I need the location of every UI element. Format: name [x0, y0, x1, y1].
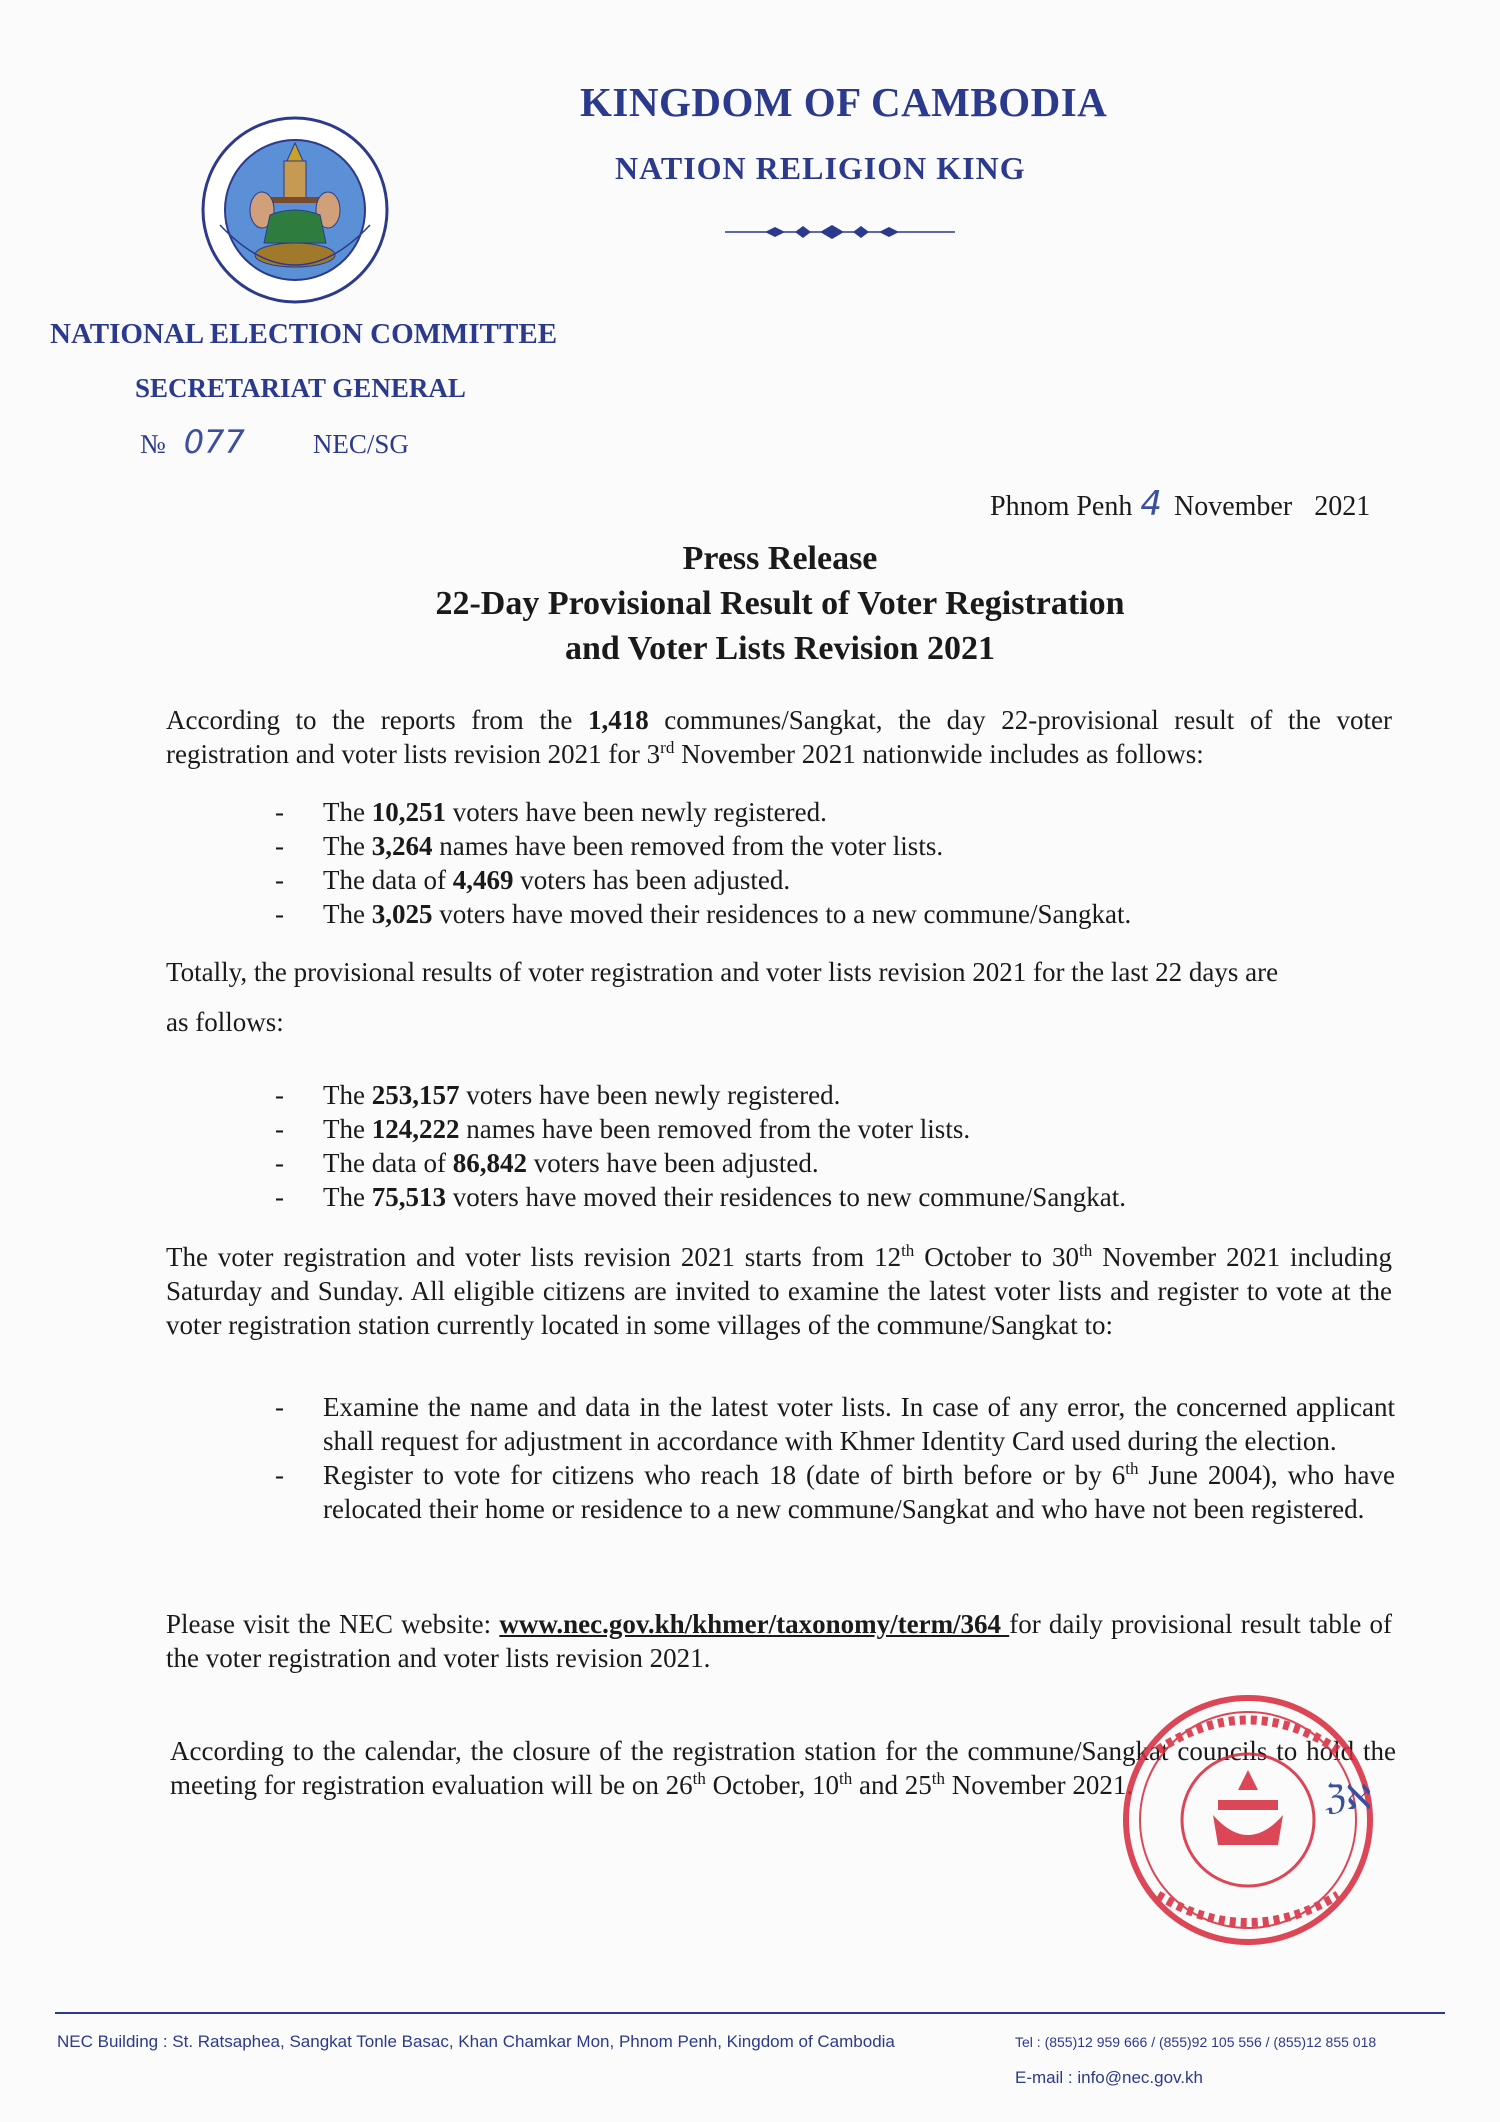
document-title-line-1: 22-Day Provisional Result of Voter Registration	[435, 585, 1125, 622]
date-month: November	[1174, 491, 1293, 522]
list-item: - The 75,513 voters have moved their residences to new commune/Sangkat.	[275, 1180, 1395, 1214]
commune-count: 1,418	[587, 705, 649, 735]
citizen-actions-list	[275, 1390, 1395, 1526]
divider-ornament-icon	[725, 222, 955, 242]
handwritten-day: 4	[1140, 484, 1162, 524]
footer-address: NEC Building : St. Ratsaphea, Sangkat Tonle Basac, Khan Chamkar Mon, Phnom Penh, Kingdom of Cambodia	[57, 2032, 895, 2051]
reference-number	[140, 423, 409, 461]
daily-results-list	[275, 795, 1395, 931]
date-place: Phnom Penh	[990, 491, 1133, 522]
official-seal-icon	[1098, 1690, 1398, 1950]
nec-website-link[interactable]: www.nec.gov.kh/khmer/taxonomy/term/364	[499, 1609, 1010, 1639]
list-item: - The 124,222 names have been removed from the voter lists.	[275, 1112, 1395, 1146]
motto-heading: NATION RELIGION KING	[615, 150, 1026, 186]
nec-emblem-icon	[200, 115, 390, 305]
handwritten-number: 077	[183, 423, 245, 461]
document-title-line-2: and Voter Lists Revision 2021	[564, 630, 996, 667]
list-item: - The 3,264 names have been removed from the voter lists.	[275, 829, 1395, 863]
footer-divider	[55, 2012, 1445, 2014]
website-paragraph: Please visit the NEC website: www.nec.gov.kh/khmer/taxonomy/term/364 for daily provisional result table of the voter registration and voter lists revision 2021.	[166, 1609, 1393, 1673]
intro-paragraph: According to the reports from the 1,418 communes/Sangkat, the day 22-provisional result of the voter registration and voter lists revision 2021 for 3rd November 2021 nationwide includes as follows:	[166, 705, 1393, 769]
footer-telephone: Tel : (855)12 959 666 / (855)92 105 556 / (855)12 855 018	[1015, 2034, 1377, 2050]
list-item: - The 3,025 voters have moved their residences to a new commune/Sangkat.	[275, 897, 1395, 931]
cumulative-results-list	[275, 1078, 1395, 1214]
organization-name: NATIONAL ELECTION COMMITTEE	[50, 318, 558, 350]
number-prefix: №	[140, 429, 166, 459]
department-name: SECRETARIAT GENERAL	[135, 373, 466, 403]
list-item: - The data of 86,842 voters have been adjusted.	[275, 1146, 1395, 1180]
totals-paragraph-line-2: as follows:	[166, 1007, 284, 1037]
registration-period-paragraph: The voter registration and voter lists revision 2021 starts from 12th October to 30th November 2021 including Saturday and Sunday. All eligible citizens are invited to examine the latest voter lists and register to vote at the voter registration station currently located in some villages of the commune/Sangkat to:	[166, 1241, 1392, 1340]
totals-paragraph-line-1: Totally, the provisional results of voter registration and voter lists revision 2021 for the last 22 days are	[166, 957, 1279, 987]
list-item: - Examine the name and data in the latest voter lists. In case of any error, the concerned applicant shall request for adjustment in accordance with Khmer Identity Card used during the election.	[275, 1390, 1395, 1458]
press-release-title: Press Release	[682, 540, 878, 577]
list-item: - The data of 4,469 voters has been adjusted.	[275, 863, 1395, 897]
handwritten-initials: ℨℵ	[1325, 1778, 1372, 1818]
date-year: 2021	[1314, 491, 1371, 522]
list-item: - Register to vote for citizens who reach 18 (date of birth before or by 6th June 2004), who have relocated their home or residence to a new commune/Sangkat and who have not been registered.	[275, 1458, 1395, 1526]
footer-email: E-mail : info@nec.gov.kh	[1015, 2068, 1203, 2087]
calendar-paragraph: According to the calendar, the closure of the registration station for the commune/Sangkat councils to hold the meeting for registration evaluation will be on 26th October, 10th and 25th November 2021.	[170, 1736, 1396, 1800]
kingdom-heading: KINGDOM OF CAMBODIA	[580, 79, 1108, 125]
date-line	[990, 484, 1370, 524]
number-suffix: NEC/SG	[312, 429, 409, 459]
list-item: - The 253,157 voters have been newly registered.	[275, 1078, 1395, 1112]
list-item: - The 10,251 voters have been newly registered.	[275, 795, 1395, 829]
